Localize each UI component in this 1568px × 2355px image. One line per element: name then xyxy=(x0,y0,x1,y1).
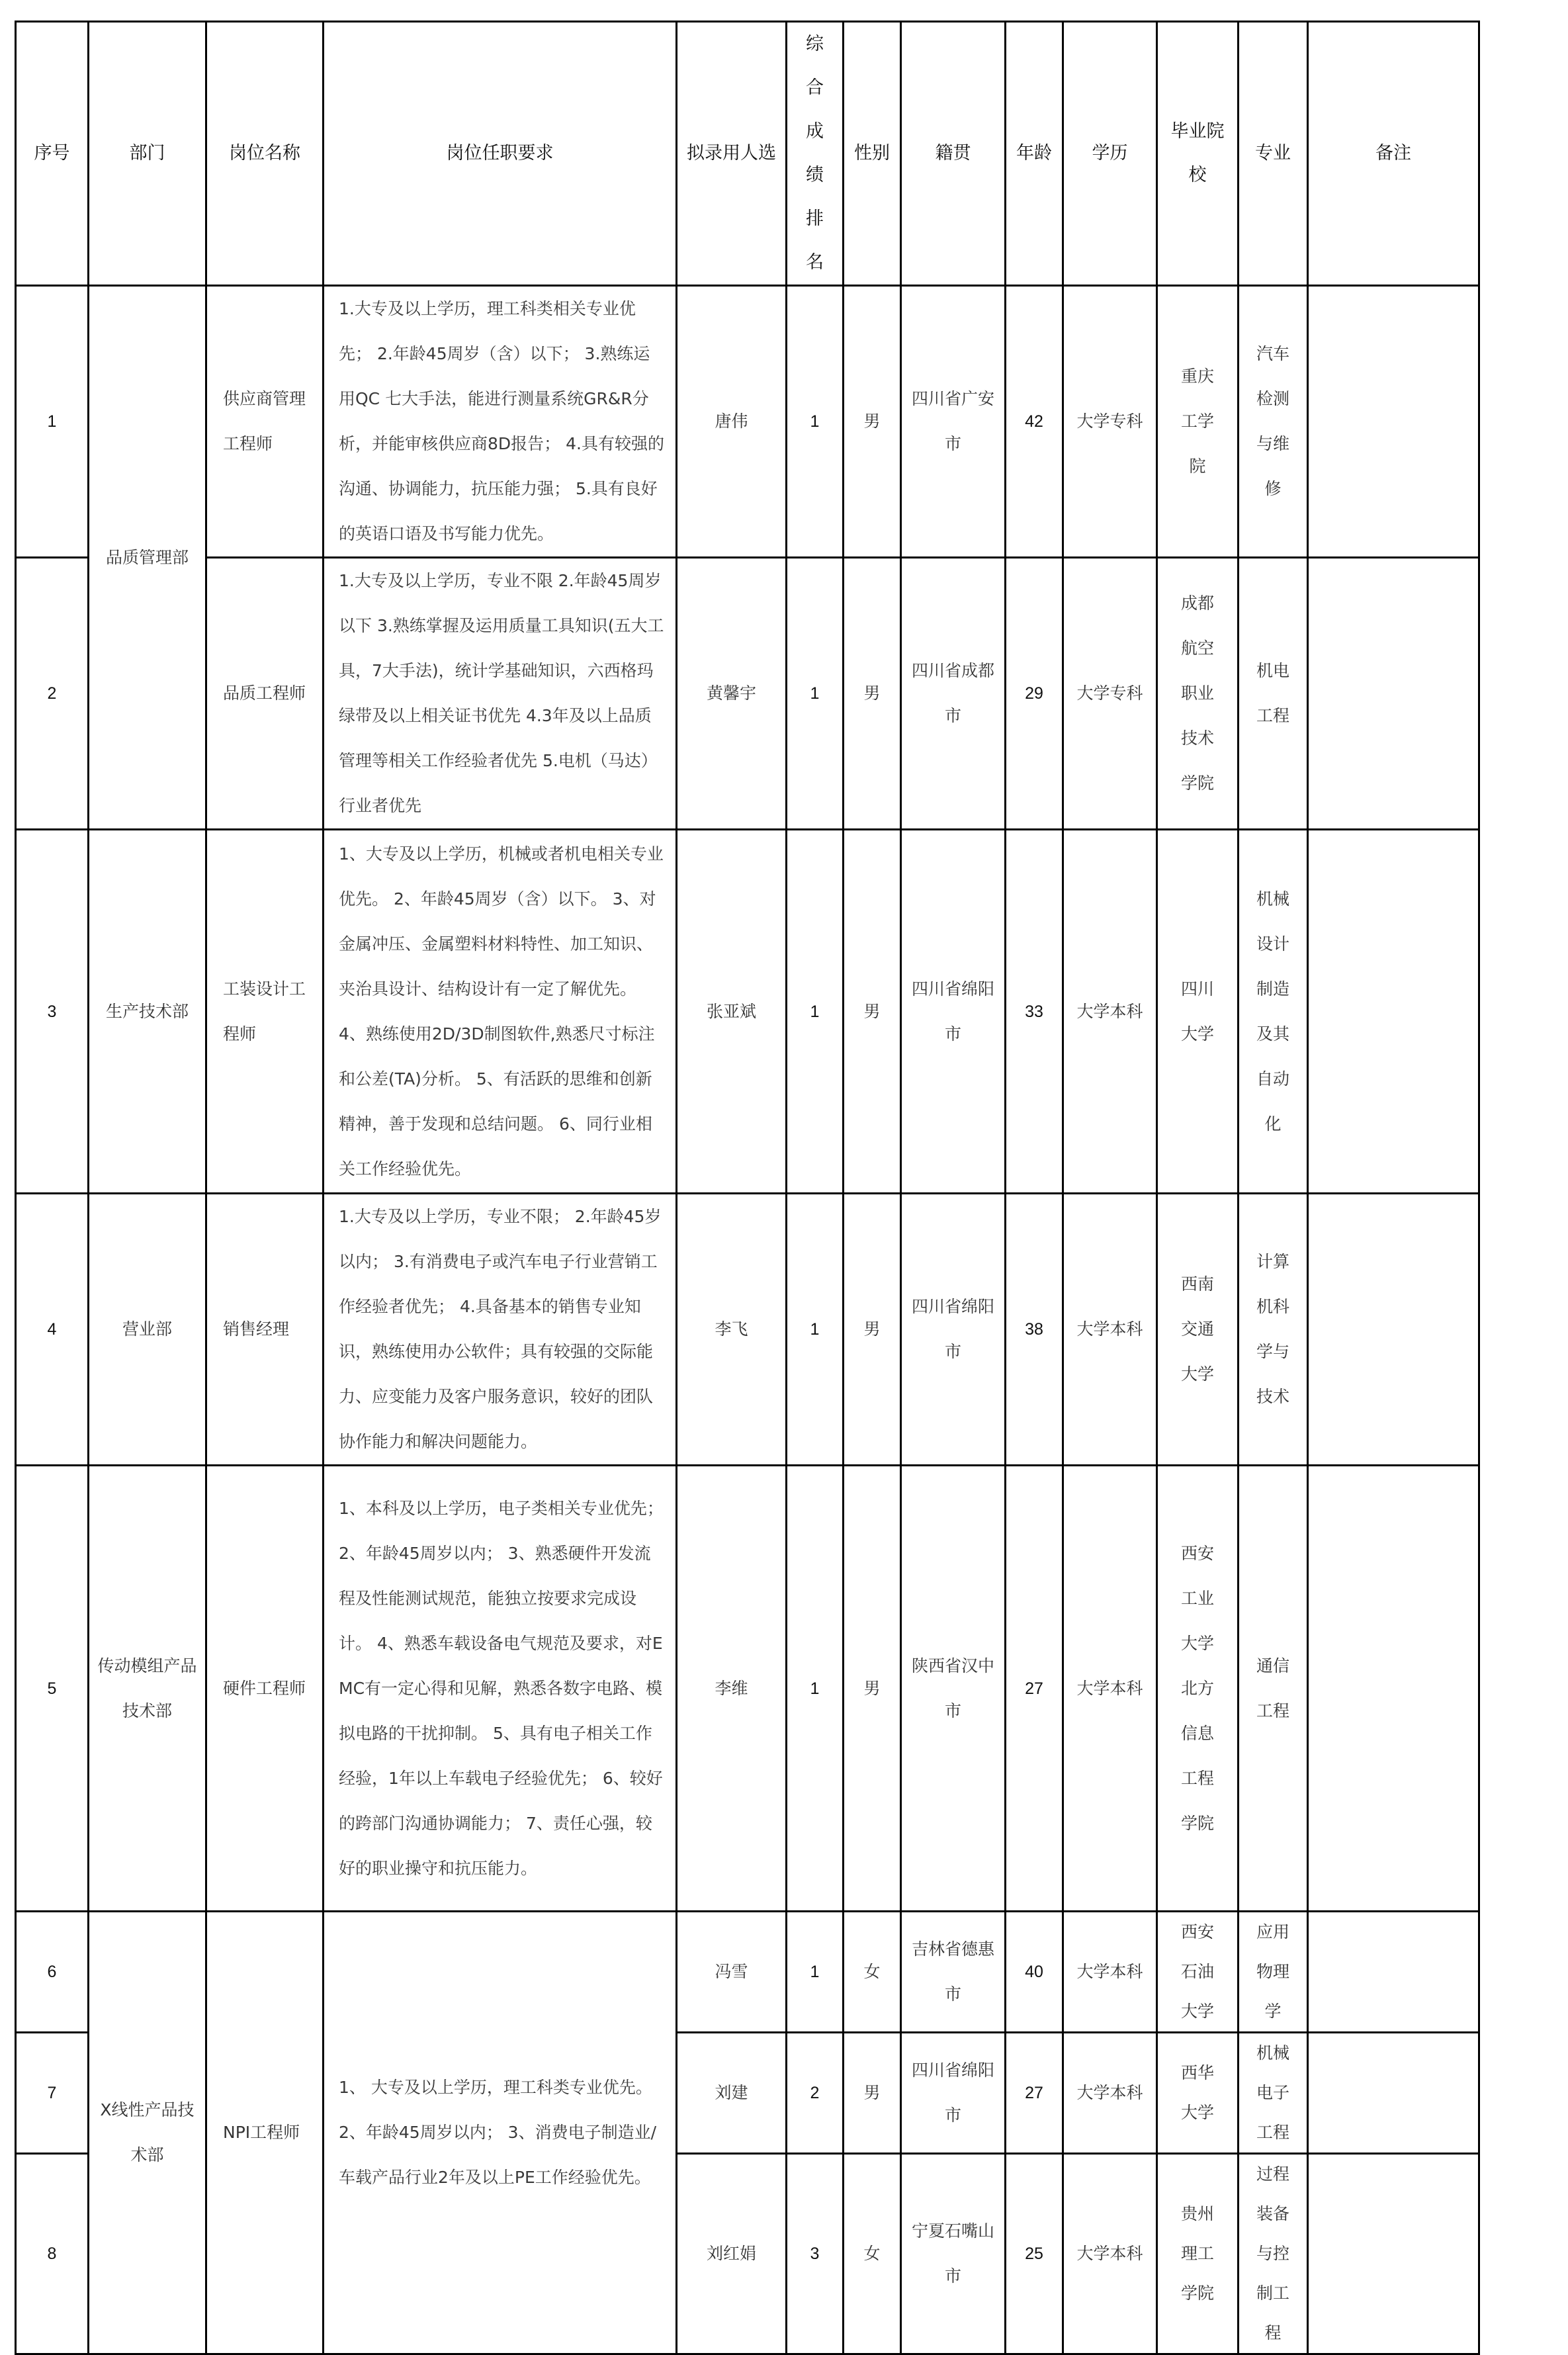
cell-remarks xyxy=(1308,558,1479,830)
cell-position: 工装设计工程师 xyxy=(206,830,324,1194)
table-row xyxy=(16,286,1479,558)
cell-hometown: 四川省绵阳市 xyxy=(901,830,1006,1194)
cell-gender: 女 xyxy=(844,2154,901,2354)
cell-school: 西华大学 xyxy=(1157,2033,1239,2154)
cell-hometown: 宁夏石嘴山市 xyxy=(901,2154,1006,2354)
header-department: 部门 xyxy=(89,22,206,286)
cell-age: 25 xyxy=(1006,2154,1063,2354)
cell-requirements: 1.大专及以上学历，专业不限 2.年龄45周岁以下 3.熟练掌握及运用质量工具知识(五大工具，7大手法)，统计学基础知识，六西格玛绿带及以上相关证书优先 4.3年及以上品质管理等相关工作经验者优先 5.电机（马达）行业者优先 xyxy=(324,558,677,830)
cell-rank: 1 xyxy=(787,1912,844,2033)
candidate-table xyxy=(15,21,1480,2355)
cell-gender: 男 xyxy=(844,558,901,830)
cell-position: 供应商管理工程师 xyxy=(206,286,324,558)
cell-rank: 1 xyxy=(787,1466,844,1912)
cell-index: 5 xyxy=(16,1466,89,1912)
cell-age: 38 xyxy=(1006,1194,1063,1466)
cell-school: 西南交通大学 xyxy=(1157,1194,1239,1466)
cell-gender: 男 xyxy=(844,1466,901,1912)
cell-remarks xyxy=(1308,2033,1479,2154)
cell-requirements: 1.大专及以上学历，理工科类相关专业优先； 2.年龄45周岁（含）以下； 3.熟练运用QC 七大手法，能进行测量系统GR&R分析，并能审核供应商8D报告； 4.具有较强的沟通、协调能力，抗压能力强； 5.具有良好的英语口语及书写能力优先。 xyxy=(324,286,677,558)
cell-candidate: 李维 xyxy=(677,1466,787,1912)
cell-index: 4 xyxy=(16,1194,89,1466)
cell-requirements: 1、大专及以上学历，机械或者机电相关专业优先。 2、年龄45周岁（含）以下。 3、对金属冲压、金属塑料材料特性、加工知识、夹治具设计、结构设计有一定了解优先。 4、熟练使用2D/3D制图软件,熟悉尺寸标注和公差(TA)分析。 5、有活跃的思维和创新精神，善于发现和总结问题。 6、同行业相关工作经验优先。 xyxy=(324,830,677,1194)
header-remarks: 备注 xyxy=(1308,22,1479,286)
cell-remarks xyxy=(1308,1912,1479,2033)
header-hometown: 籍贯 xyxy=(901,22,1006,286)
recruitment-results-page xyxy=(15,21,1480,2355)
cell-gender: 男 xyxy=(844,830,901,1194)
cell-hometown: 陕西省汉中市 xyxy=(901,1466,1006,1912)
cell-school: 贵州理工学院 xyxy=(1157,2154,1239,2354)
cell-index: 2 xyxy=(16,558,89,830)
cell-age: 29 xyxy=(1006,558,1063,830)
cell-major: 通信工程 xyxy=(1239,1466,1308,1912)
cell-age: 27 xyxy=(1006,2033,1063,2154)
cell-education: 大学本科 xyxy=(1063,1466,1157,1912)
cell-education: 大学本科 xyxy=(1063,830,1157,1194)
cell-requirements: 1、本科及以上学历，电子类相关专业优先； 2、年龄45周岁以内； 3、熟悉硬件开发流程及性能测试规范，能独立按要求完成设计。 4、熟悉车载设备电气规范及要求，对EMC有一定心得和见解，熟悉各数字电路、模拟电路的干扰抑制。 5、具有电子相关工作经验，1年以上车载电子经验优先； 6、较好的跨部门沟通协调能力； 7、责任心强，较好的职业操守和抗压能力。 xyxy=(324,1466,677,1912)
header-position: 岗位名称 xyxy=(206,22,324,286)
cell-gender: 男 xyxy=(844,1194,901,1466)
cell-major: 计算机科学与技术 xyxy=(1239,1194,1308,1466)
header-gender: 性别 xyxy=(844,22,901,286)
cell-candidate: 张亚斌 xyxy=(677,830,787,1194)
table-row xyxy=(16,558,1479,830)
cell-school: 重庆工学院 xyxy=(1157,286,1239,558)
cell-age: 27 xyxy=(1006,1466,1063,1912)
cell-education: 大学专科 xyxy=(1063,286,1157,558)
cell-department: X线性产品技术部 xyxy=(89,1912,206,2354)
cell-remarks xyxy=(1308,2154,1479,2354)
cell-index: 1 xyxy=(16,286,89,558)
cell-rank: 1 xyxy=(787,286,844,558)
cell-rank: 3 xyxy=(787,2154,844,2354)
table-row xyxy=(16,1194,1479,1466)
cell-position: 品质工程师 xyxy=(206,558,324,830)
cell-position: NPI工程师 xyxy=(206,1912,324,2354)
cell-rank: 1 xyxy=(787,1194,844,1466)
cell-candidate: 黄馨宇 xyxy=(677,558,787,830)
cell-school: 西安工业大学北方信息工程学院 xyxy=(1157,1466,1239,1912)
cell-age: 40 xyxy=(1006,1912,1063,2033)
cell-requirements: 1、 大专及以上学历，理工科类专业优先。 2、年龄45周岁以内； 3、消费电子制造业/车载产品行业2年及以上PE工作经验优先。 xyxy=(324,1912,677,2354)
cell-age: 33 xyxy=(1006,830,1063,1194)
cell-hometown: 吉林省德惠市 xyxy=(901,1912,1006,2033)
header-school: 毕业院校 xyxy=(1157,22,1239,286)
cell-index: 7 xyxy=(16,2033,89,2154)
cell-major: 机电工程 xyxy=(1239,558,1308,830)
cell-candidate: 刘建 xyxy=(677,2033,787,2154)
cell-hometown: 四川省绵阳市 xyxy=(901,1194,1006,1466)
cell-candidate: 刘红娟 xyxy=(677,2154,787,2354)
table-row xyxy=(16,830,1479,1194)
cell-hometown: 四川省绵阳市 xyxy=(901,2033,1006,2154)
cell-department: 品质管理部 xyxy=(89,286,206,830)
header-education: 学历 xyxy=(1063,22,1157,286)
cell-candidate: 李飞 xyxy=(677,1194,787,1466)
cell-candidate: 唐伟 xyxy=(677,286,787,558)
table-row xyxy=(16,1912,1479,2033)
cell-index: 6 xyxy=(16,1912,89,2033)
cell-education: 大学专科 xyxy=(1063,558,1157,830)
cell-school: 四川大学 xyxy=(1157,830,1239,1194)
header-rank: 综合成绩排名 xyxy=(787,22,844,286)
cell-department: 营业部 xyxy=(89,1194,206,1466)
cell-candidate: 冯雪 xyxy=(677,1912,787,2033)
cell-rank: 1 xyxy=(787,558,844,830)
cell-education: 大学本科 xyxy=(1063,2154,1157,2354)
cell-rank: 1 xyxy=(787,830,844,1194)
cell-index: 3 xyxy=(16,830,89,1194)
cell-remarks xyxy=(1308,1194,1479,1466)
cell-index: 8 xyxy=(16,2154,89,2354)
header-age: 年龄 xyxy=(1006,22,1063,286)
cell-hometown: 四川省广安市 xyxy=(901,286,1006,558)
cell-education: 大学本科 xyxy=(1063,2033,1157,2154)
cell-school: 西安石油大学 xyxy=(1157,1912,1239,2033)
cell-age: 42 xyxy=(1006,286,1063,558)
header-candidate: 拟录用人选 xyxy=(677,22,787,286)
cell-remarks xyxy=(1308,1466,1479,1912)
cell-department: 传动模组产品技术部 xyxy=(89,1466,206,1912)
cell-remarks xyxy=(1308,286,1479,558)
cell-gender: 女 xyxy=(844,1912,901,2033)
cell-major: 过程装备与控制工程 xyxy=(1239,2154,1308,2354)
cell-requirements: 1.大专及以上学历，专业不限； 2.年龄45岁以内； 3.有消费电子或汽车电子行业营销工作经验者优先； 4.具备基本的销售专业知识，熟练使用办公软件；具有较强的交际能力、应变能力及客户服务意识，较好的团队协作能力和解决问题能力。 xyxy=(324,1194,677,1466)
cell-major: 汽车检测与维修 xyxy=(1239,286,1308,558)
cell-hometown: 四川省成都市 xyxy=(901,558,1006,830)
cell-education: 大学本科 xyxy=(1063,1912,1157,2033)
cell-rank: 2 xyxy=(787,2033,844,2154)
cell-position: 硬件工程师 xyxy=(206,1466,324,1912)
cell-major: 机械电子工程 xyxy=(1239,2033,1308,2154)
header-major: 专业 xyxy=(1239,22,1308,286)
header-row xyxy=(16,22,1479,286)
cell-department: 生产技术部 xyxy=(89,830,206,1194)
table-row xyxy=(16,1466,1479,1912)
cell-school: 成都航空职业技术学院 xyxy=(1157,558,1239,830)
cell-major: 应用物理学 xyxy=(1239,1912,1308,2033)
cell-major: 机械设计制造及其自动化 xyxy=(1239,830,1308,1194)
cell-education: 大学本科 xyxy=(1063,1194,1157,1466)
header-index: 序号 xyxy=(16,22,89,286)
cell-gender: 男 xyxy=(844,286,901,558)
cell-position: 销售经理 xyxy=(206,1194,324,1466)
header-requirements: 岗位任职要求 xyxy=(324,22,677,286)
cell-gender: 男 xyxy=(844,2033,901,2154)
cell-remarks xyxy=(1308,830,1479,1194)
